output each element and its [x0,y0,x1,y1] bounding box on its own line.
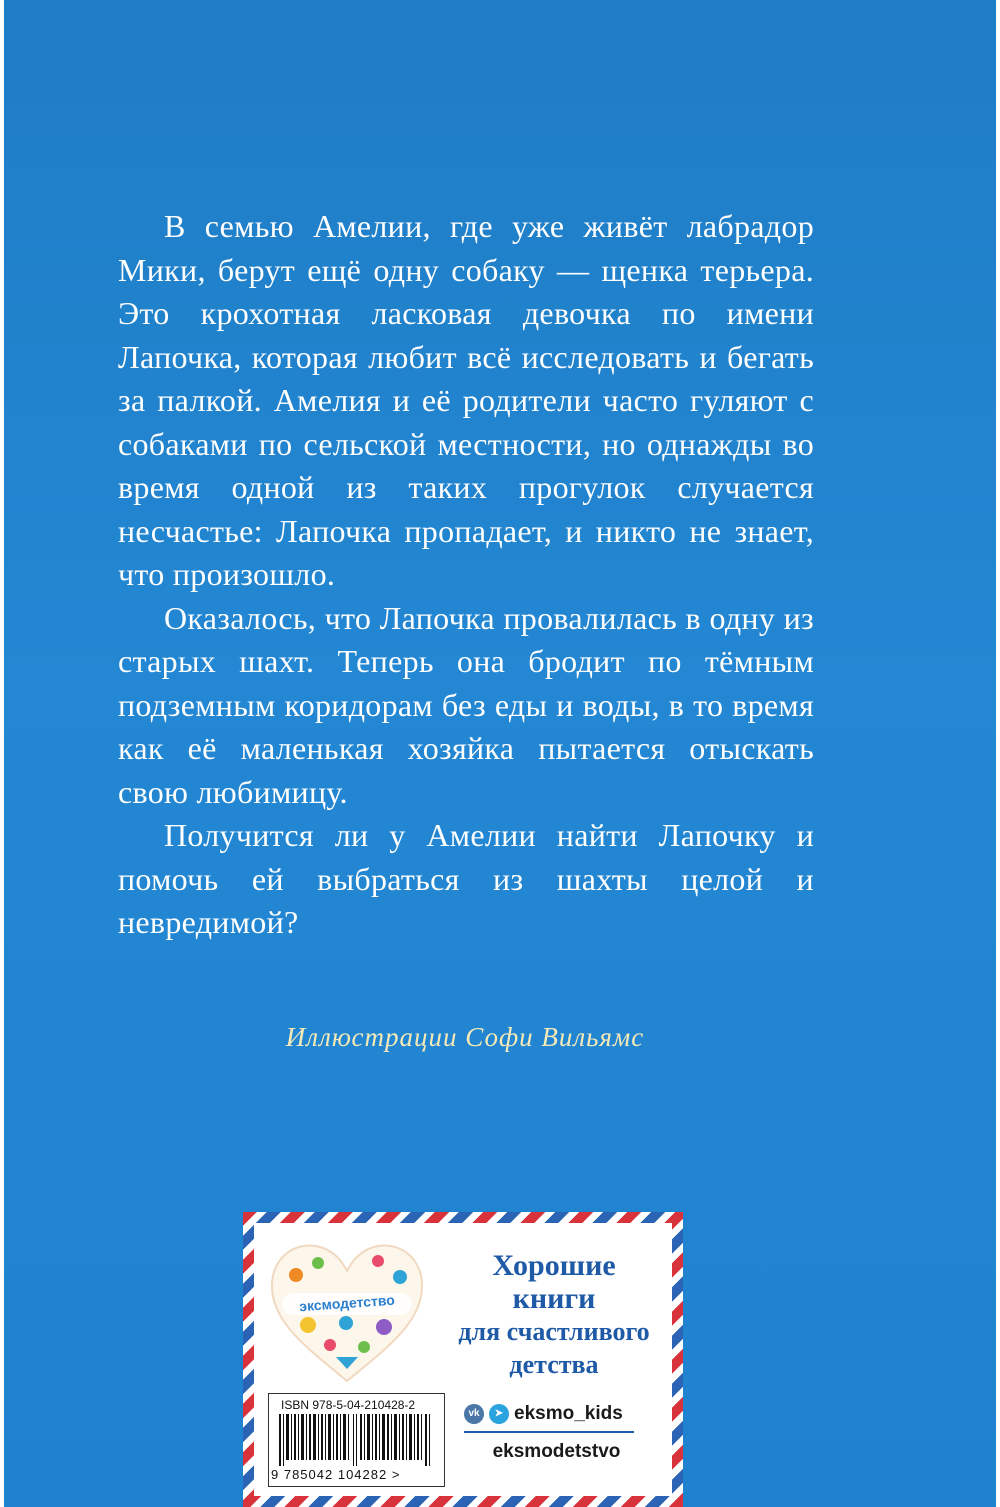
vk-icon: vk [464,1404,484,1424]
eksmodetstvo-heart-logo [266,1237,428,1385]
publisher-slogan [439,1249,669,1381]
slogan-line-1: Хорошие [492,1249,616,1282]
logo-wordmark: эксмодетство [298,1291,396,1315]
barcode-bars [279,1414,435,1466]
barcode-number: 9 785042 104282 > [271,1467,401,1482]
publisher-card [243,1212,683,1507]
social-links [464,1403,664,1463]
blurb-text [118,205,814,945]
social-handle-detstvo: eksmodetstvo [492,1441,621,1462]
publisher-card-inner [254,1223,672,1496]
isbn-label: ISBN 978-5-04-210428-2 [281,1398,416,1412]
blurb-paragraph-1: В семью Амелии, где уже живёт лабрадор Мики, берут ещё одну собаку — щенка терьера. Это крохотная ласковая девочка по имени Лапочка, которая любит всё исследовать и бегать за палкой. Амелия и её родители часто гуляют с собаками по сельской местности, но однажды во время одной из таких прогулок случается несчастье: Лапочка пропадает, и никто не знает, что произошло. [118,208,814,592]
slogan-line-4: детства [509,1350,599,1379]
social-row-1 [464,1403,664,1425]
social-handle-kids: eksmo_kids [514,1403,623,1424]
social-divider [464,1431,634,1433]
illustrator-credit: Иллюстрации Софи Вильямс [285,1022,645,1052]
telegram-icon: ➤ [489,1404,509,1424]
slogan-line-3: для счастливого [458,1317,650,1346]
blurb-paragraph-3: Получится ли у Амелии найти Лапочку и помочь ей выбраться из шахты целой и невредимой? [118,817,814,940]
slogan-line-2: книги [512,1282,596,1315]
barcode [268,1393,445,1487]
blurb-paragraph-2: Оказалось, что Лапочка провалилась в одну из старых шахт. Теперь она бродит по тёмным подземным коридорам без еды и воды, в то время как её маленькая хозяйка пытается отыскать свою любимицу. [118,599,814,810]
